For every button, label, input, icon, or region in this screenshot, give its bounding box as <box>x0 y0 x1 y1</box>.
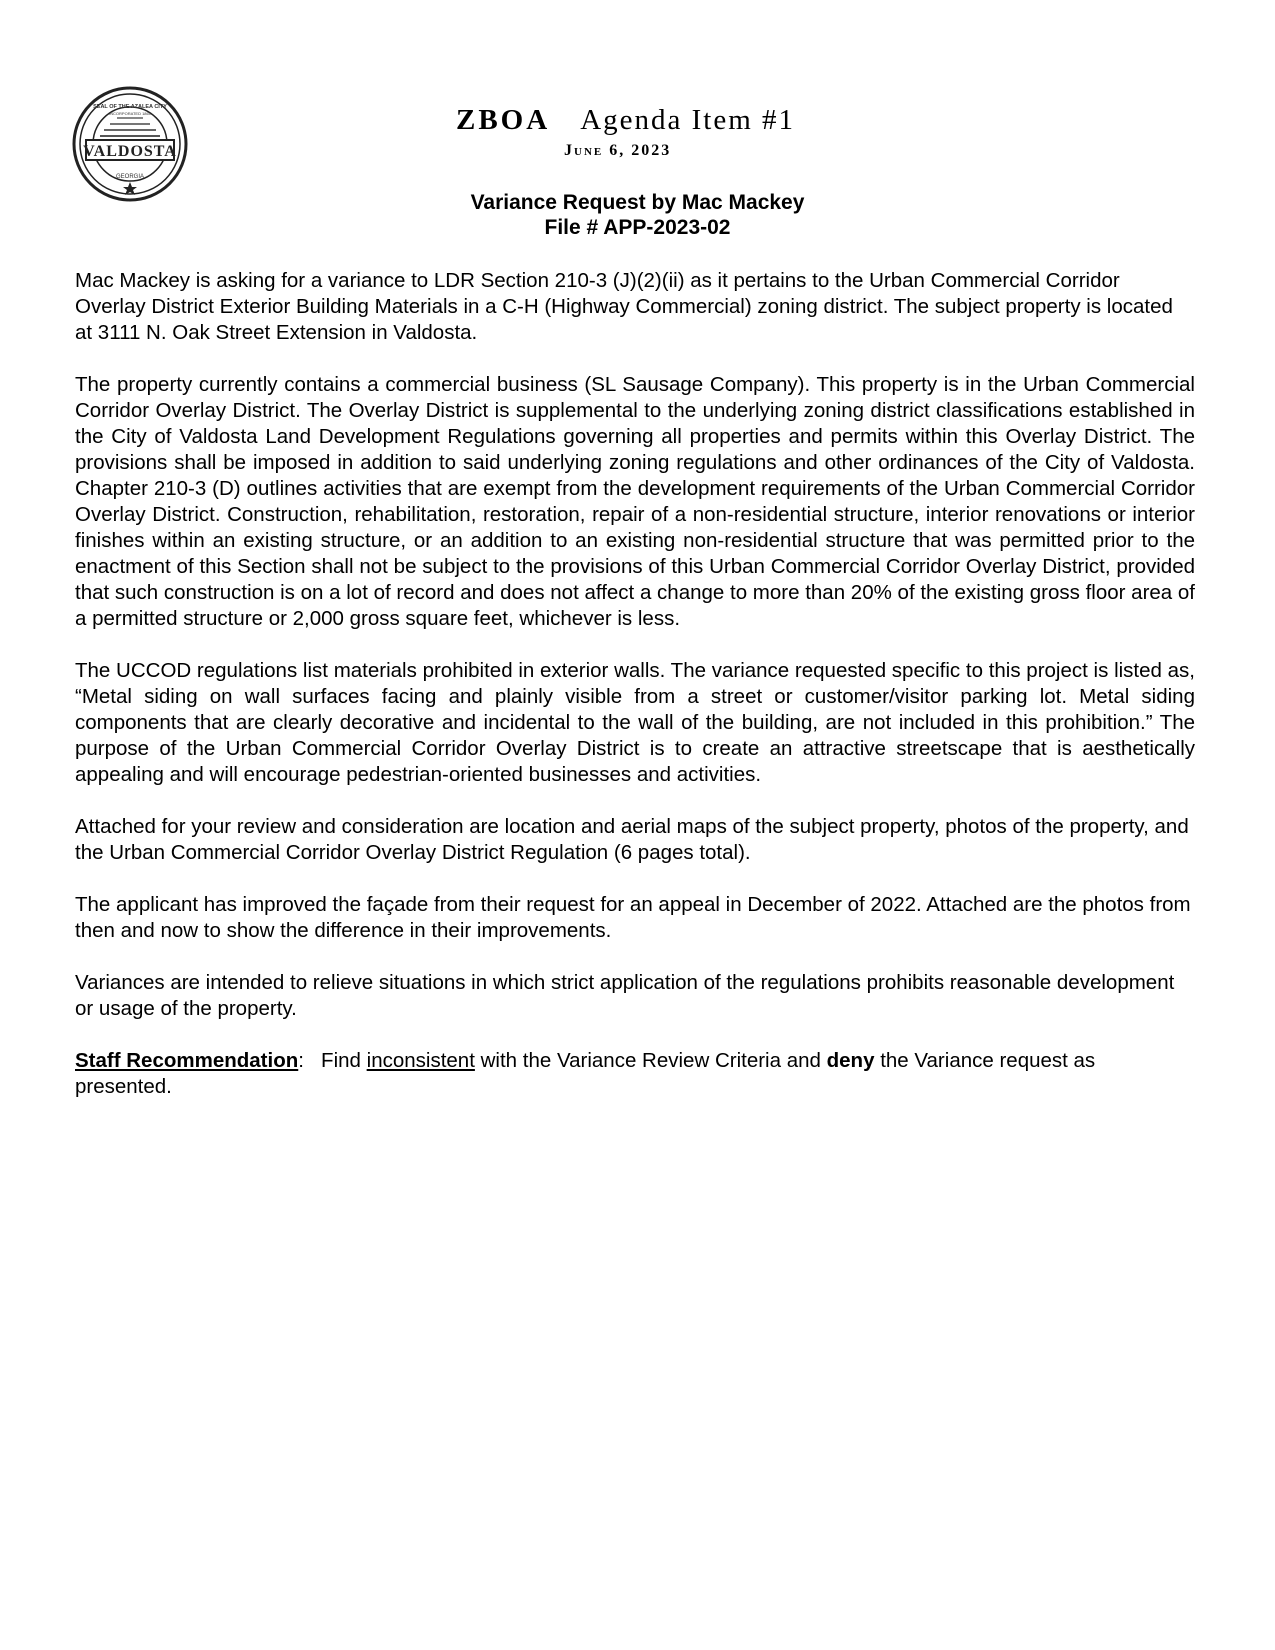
city-seal-logo <box>72 86 188 202</box>
board-acronym: ZBOA <box>456 104 551 136</box>
paragraph-overlay-district: The property currently contains a commercial business (SL Sausage Company). This property is in the Urban Commercial Corridor Overlay District. The Overlay District is supplemental to the underlying zoning district classifications established in the City of Valdosta Land Development Regulations governing all properties and permits within this Overlay District. The provisions shall be imposed in addition to said underlying zoning regulations and other ordinances of the City of Valdosta. Chapter 210-3 (D) outlines activities that are exempt from the development requirements of the Urban Commercial Corridor Overlay District. Construction, rehabilitation, restoration, repair of a non-residential structure, interior renovations or interior finishes within an existing structure, or an addition to an existing non-residential structure that was permitted prior to the enactment of this Section shall not be subject to the provisions of this Urban Commercial Corridor Overlay District, provided that such construction is on a lot of record and does not affect a change to more than 20% of the existing gross floor area of a permitted structure or 2,000 gross square feet, whichever is less. <box>75 373 1195 630</box>
paragraph-request-summary: Mac Mackey is asking for a variance to LDR Section 210-3 (J)(2)(ii) as it pertains to the Urban Commercial Corridor Overlay District Exterior Building Materials in a C-H (Highway Commercial) zoning district. The subject property is located at 3111 N. Oak Street Extension in Valdosta. <box>75 269 1173 344</box>
request-title-block <box>0 190 1275 240</box>
staff-recommendation <box>75 1048 1195 1100</box>
svg-text:SEAL OF THE AZALEA CITY: SEAL OF THE AZALEA CITY <box>93 104 167 110</box>
agenda-item-label: Agenda Item #1 <box>580 104 796 136</box>
paragraph-facade-improvements: The applicant has improved the façade from their request for an appeal in December of 2022. Attached are the photos from then and now to show the difference in their improvements. <box>75 893 1191 942</box>
paragraph-variance-purpose: Variances are intended to relieve situations in which strict application of the regulations prohibits reasonable development or usage of the property. <box>75 971 1175 1020</box>
recommendation-colon: : <box>298 1049 304 1072</box>
request-title: Variance Request by Mac Mackey <box>470 191 805 214</box>
recommendation-label: Staff Recommendation <box>75 1049 299 1072</box>
file-number: File # APP-2023-02 <box>544 216 731 239</box>
meeting-date: June 6, 2023 <box>564 142 672 159</box>
svg-text:VALDOSTA: VALDOSTA <box>83 143 177 160</box>
paragraph-uccod-regulations: The UCCOD regulations list materials prohibited in exterior walls. The variance requested specific to this project is listed as, “Metal siding on wall surfaces facing and plainly visible from a street or customer/visitor parking lot. Metal siding components that are clearly decorative and incidental to the wall of the building, are not included in this prohibition.” The purpose of the Urban Commercial Corridor Overlay District is to create an attractive streetscape that is aesthetically appealing and will encourage pedestrian-oriented businesses and activities. <box>75 659 1195 786</box>
recommendation-deny: deny <box>826 1049 875 1072</box>
document-body <box>75 268 1195 1126</box>
svg-text:GEORGIA: GEORGIA <box>115 174 145 180</box>
recommendation-middle: with the Variance Review Criteria and <box>480 1049 821 1072</box>
agenda-title <box>456 104 816 137</box>
paragraph-attachments: Attached for your review and consideration are location and aerial maps of the subject property, photos of the property, and the Urban Commercial Corridor Overlay District Regulation (6 pages total). <box>75 815 1189 864</box>
recommendation-find: Find <box>321 1049 361 1072</box>
svg-text:INCORPORATED 1860: INCORPORATED 1860 <box>109 111 151 116</box>
recommendation-end: the Variance request as presented. <box>75 1049 1096 1098</box>
recommendation-inconsistent: inconsistent <box>366 1049 475 1072</box>
